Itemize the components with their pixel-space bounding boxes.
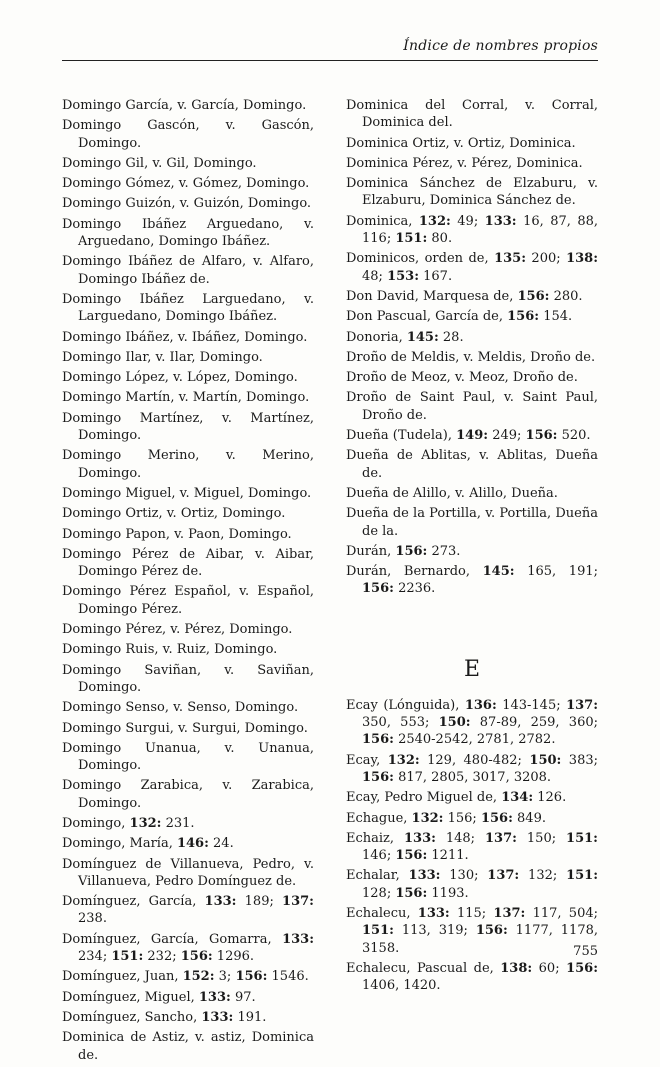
volume-reference: 151: <box>566 830 598 846</box>
entry-text: Domingo López, v. López, Domingo. <box>62 370 298 386</box>
entry-text: 97. <box>230 989 256 1005</box>
entry-text: 154. <box>539 309 573 325</box>
entry-text: Dueña de Alillo, v. Alillo, Dueña. <box>346 485 558 501</box>
index-entry <box>62 369 314 386</box>
index-entry <box>62 155 314 172</box>
index-entry <box>62 216 314 251</box>
entry-text: Domingo Surgui, v. Surgui, Domingo. <box>62 720 308 736</box>
index-entry <box>346 175 598 210</box>
index-entry <box>346 752 598 787</box>
entry-text: 238. <box>78 911 107 927</box>
index-entry <box>346 97 598 132</box>
entry-text: 143-145; <box>496 697 567 713</box>
entry-text: 130; <box>440 868 488 884</box>
index-entry <box>62 835 314 852</box>
entry-text: Domínguez, Juan, <box>62 969 183 985</box>
entry-text: 117, 504; <box>525 905 598 921</box>
entry-text: Echalecu, <box>346 905 418 921</box>
index-entry <box>62 195 314 212</box>
volume-reference: 156: <box>180 949 213 965</box>
index-entry <box>346 213 598 248</box>
index-entry <box>346 389 598 424</box>
volume-reference: 150: <box>438 715 471 731</box>
index-entry <box>62 856 314 891</box>
index-entry <box>62 815 314 832</box>
volume-reference: 133: <box>417 905 450 921</box>
volume-reference: 133: <box>403 830 436 846</box>
entry-text: 156; <box>443 810 481 826</box>
entry-text: Donoria, <box>346 329 407 345</box>
entry-text: 132; <box>519 868 567 884</box>
volume-reference: 132: <box>387 752 420 768</box>
index-entry <box>62 97 314 114</box>
volume-reference: 151: <box>395 231 428 247</box>
entry-text: 48; <box>362 268 388 284</box>
entry-text: Domingo Senso, v. Senso, Domingo. <box>62 700 299 716</box>
volume-reference: 133: <box>201 1009 234 1025</box>
index-entry <box>62 583 314 618</box>
entry-text: Domingo Pérez Español, v. Español, Domingo Pérez. <box>62 584 314 617</box>
entry-text: Domingo Pérez de Aibar, v. Aibar, Domingo Pérez de. <box>62 546 314 580</box>
volume-reference: 137: <box>566 697 598 713</box>
header-rule <box>62 60 598 61</box>
entry-text: Domínguez, Miguel, <box>62 989 199 1005</box>
entry-text: Domingo Miguel, v. Miguel, Domingo. <box>62 485 312 501</box>
entry-text: 16, 87, 88, 116; <box>362 213 599 247</box>
entry-text: Domingo, María, <box>62 836 177 852</box>
entry-text: 165, 191; <box>514 564 599 580</box>
entry-text: Domingo Ilar, v. Ilar, Domingo. <box>62 349 263 365</box>
entry-text: 129, 480-482; <box>419 752 530 768</box>
volume-reference: 132: <box>418 213 451 229</box>
index-entry <box>62 389 314 406</box>
entry-text: 2540-2542, 2781, 2782. <box>393 732 556 748</box>
volume-reference: 156: <box>395 885 428 901</box>
entry-text: 2236. <box>393 581 436 597</box>
entry-text: 126. <box>533 790 567 806</box>
entry-text: 3; <box>214 969 236 985</box>
entry-text: 817, 2805, 3017, 3208. <box>393 769 552 785</box>
index-column-left <box>62 97 314 1067</box>
entry-text: Domingo Gómez, v. Gómez, Domingo. <box>62 176 310 192</box>
volume-reference: 137: <box>493 905 526 921</box>
entry-text: 350, 553; <box>362 715 439 731</box>
entry-text: Droño de Saint Paul, v. Saint Paul, Droño de. <box>346 390 598 423</box>
volume-reference: 132: <box>129 815 162 831</box>
index-entry <box>346 563 598 598</box>
entry-text: Durán, <box>346 543 396 559</box>
volume-reference: 138: <box>500 960 533 976</box>
volume-reference: 156: <box>480 810 513 826</box>
volume-reference: 156: <box>525 428 558 444</box>
volume-reference: 133: <box>198 989 231 1005</box>
volume-reference: 156: <box>235 969 268 985</box>
volume-reference: 132: <box>411 810 444 826</box>
entry-text: 1296. <box>212 949 255 965</box>
index-entry <box>62 641 314 658</box>
entry-text: Durán, Bernardo, <box>346 564 483 580</box>
volume-reference: 137: <box>487 868 520 884</box>
index-entry <box>62 253 314 288</box>
entry-text: Domingo Ortiz, v. Ortiz, Domingo. <box>62 506 286 522</box>
index-entry <box>62 720 314 737</box>
entry-text: Don Pascual, García de, <box>346 309 508 325</box>
index-entry <box>62 175 314 192</box>
entry-text: Dueña (Tudela), <box>346 428 457 444</box>
index-entry <box>62 893 314 928</box>
index-entry <box>346 867 598 902</box>
entry-text: 191. <box>233 1009 267 1025</box>
entry-text: Droño de Meoz, v. Meoz, Droño de. <box>346 370 578 386</box>
entry-text: Domingo Ibáñez Arguedano, v. Arguedano, Domingo Ibáñez. <box>62 216 314 250</box>
entry-text: Domingo Zarabica, v. Zarabica, Domingo. <box>62 778 314 811</box>
running-header: Índice de nombres propios <box>403 38 598 54</box>
index-entry <box>62 931 314 966</box>
entry-text: Don David, Marquesa de, <box>346 288 518 304</box>
entry-text: Domingo Guizón, v. Guizón, Domingo. <box>62 196 312 212</box>
entry-text: Dueña de Ablitas, v. Ablitas, Dueña de. <box>346 448 598 481</box>
entry-text: Echague, <box>346 810 412 826</box>
index-entry <box>62 485 314 502</box>
entry-text: 200; <box>526 251 567 267</box>
index-entry <box>346 135 598 152</box>
entry-text: Droño de Meldis, v. Meldis, Droño de. <box>346 349 596 365</box>
index-entry <box>346 810 598 827</box>
entry-text: Dominica Sánchez de Elzaburu, v. Elzaburu, Dominica Sánchez de. <box>346 176 598 209</box>
index-entry <box>346 960 598 995</box>
entry-text: Domingo Papon, v. Paon, Domingo. <box>62 526 292 542</box>
index-entry <box>62 777 314 812</box>
index-entry <box>62 740 314 775</box>
entry-text: Domingo Merino, v. Merino, Domingo. <box>62 448 314 481</box>
index-entry <box>346 308 598 325</box>
entry-text: 115; <box>449 905 494 921</box>
entry-text: 113, 319; <box>393 923 476 939</box>
volume-reference: 145: <box>406 329 439 345</box>
index-entry <box>346 789 598 806</box>
volume-reference: 156: <box>475 923 508 939</box>
volume-reference: 137: <box>282 894 314 910</box>
index-entry <box>62 410 314 445</box>
index-entry <box>346 543 598 560</box>
entry-text: Domingo Gascón, v. Gascón, Domingo. <box>62 118 314 151</box>
volume-reference: 133: <box>484 213 517 229</box>
page-number: 755 <box>573 944 598 959</box>
index-entry <box>346 505 598 540</box>
entry-text: 231. <box>161 815 195 831</box>
entry-text: Domingo Ruis, v. Ruiz, Domingo. <box>62 642 278 658</box>
entry-text: 128; <box>362 885 396 901</box>
entry-text: 60; <box>532 960 567 976</box>
entry-text: 232; <box>143 949 181 965</box>
index-entry <box>346 250 598 285</box>
entry-text: Dominica, <box>346 213 419 229</box>
entry-text: Dominica Pérez, v. Pérez, Dominica. <box>346 155 583 171</box>
volume-reference: 156: <box>395 543 428 559</box>
index-entry <box>62 526 314 543</box>
entry-text: 383; <box>561 752 598 768</box>
index-entry <box>62 968 314 985</box>
entry-text: Echaiz, <box>346 830 404 846</box>
volume-reference: 136: <box>464 697 497 713</box>
entry-text: Domingo Ibáñez, v. Ibáñez, Domingo. <box>62 329 308 345</box>
volume-reference: 156: <box>362 732 394 748</box>
index-entry <box>62 621 314 638</box>
index-entry <box>62 1029 314 1064</box>
entry-text: 1193. <box>427 885 469 901</box>
entry-text: Dueña de la Portilla, v. Portilla, Dueña de la. <box>346 506 598 539</box>
volume-reference: 156: <box>362 769 394 785</box>
entry-text: Domingo Pérez, v. Pérez, Domingo. <box>62 622 293 638</box>
index-entry <box>62 117 314 152</box>
volume-reference: 135: <box>494 251 526 267</box>
entry-text: Echalar, <box>346 868 409 884</box>
volume-reference: 134: <box>501 790 534 806</box>
entry-text: Domingo Unanua, v. Unanua, Domingo. <box>62 740 314 774</box>
entry-text: Domínguez, García, Gomarra, <box>62 931 283 947</box>
entry-text: Dominicos, orden de, <box>346 251 495 267</box>
entry-text: 189; <box>236 894 283 910</box>
volume-reference: 145: <box>482 564 515 580</box>
entry-text: Domingo Ibáñez de Alfaro, v. Alfaro, Domingo Ibáñez de. <box>62 254 314 287</box>
entry-text: 24. <box>208 836 234 852</box>
volume-reference: 146: <box>176 836 209 852</box>
index-column-right <box>346 97 598 997</box>
index-entry <box>346 155 598 172</box>
volume-reference: 150: <box>529 752 562 768</box>
volume-reference: 133: <box>408 868 441 884</box>
volume-reference: 151: <box>566 868 598 884</box>
entry-text: Ecay, <box>346 752 388 768</box>
entry-text: 80. <box>427 231 453 247</box>
index-entry <box>62 699 314 716</box>
entry-text: 87-89, 259, 360; <box>470 715 598 731</box>
index-entry <box>62 349 314 366</box>
entry-text: 1406, 1420. <box>362 978 441 994</box>
index-entry <box>346 830 598 865</box>
entry-text: 1177, 1178, 3158. <box>362 923 598 956</box>
entry-text: Dominica Ortiz, v. Ortiz, Dominica. <box>346 135 576 151</box>
index-entry <box>346 349 598 366</box>
index-entry <box>62 1009 314 1026</box>
volume-reference: 133: <box>204 894 237 910</box>
entry-text: Domingo Martínez, v. Martínez, Domingo. <box>62 410 314 444</box>
index-entry <box>62 291 314 326</box>
entry-text: 249; <box>488 428 526 444</box>
index-entry <box>62 505 314 522</box>
volume-reference: 156: <box>395 848 428 864</box>
entry-text: 273. <box>427 543 461 559</box>
index-entry <box>62 329 314 346</box>
volume-reference: 152: <box>182 969 215 985</box>
index-entry <box>62 662 314 697</box>
entry-text: 849. <box>512 810 546 826</box>
entry-text: Domínguez, Sancho, <box>62 1009 202 1025</box>
index-entry <box>62 447 314 482</box>
entry-text: Domingo Saviñan, v. Saviñan, Domingo. <box>62 662 314 695</box>
entry-text: Domingo García, v. García, Domingo. <box>62 98 307 113</box>
entry-text: 234; <box>78 949 112 965</box>
volume-reference: 156: <box>362 581 394 597</box>
index-section-e <box>346 697 598 995</box>
index-entry <box>346 369 598 386</box>
entry-text: Domingo Gil, v. Gil, Domingo. <box>62 155 257 171</box>
entry-text: 520. <box>557 428 591 444</box>
volume-reference: 138: <box>566 251 598 267</box>
entry-text: Domingo Martín, v. Martín, Domingo. <box>62 390 310 406</box>
entry-text: 148; <box>435 830 486 846</box>
index-entry <box>346 905 598 957</box>
section-letter-heading: E <box>463 656 481 682</box>
entry-text: Dominica de Astiz, v. astiz, Dominica de. <box>62 1030 314 1063</box>
entry-text: 167. <box>419 268 453 284</box>
volume-reference: 156: <box>507 309 540 325</box>
volume-reference: 137: <box>485 830 517 846</box>
entry-text: 1546. <box>267 969 309 985</box>
index-entry <box>346 288 598 305</box>
index-entry <box>346 427 598 444</box>
entry-text: Ecay, Pedro Miguel de, <box>346 790 502 806</box>
volume-reference: 149: <box>456 428 489 444</box>
entry-text: 28. <box>438 329 464 345</box>
entry-text: Dominica del Corral, v. Corral, Dominica del. <box>346 98 598 131</box>
volume-reference: 151: <box>362 923 394 939</box>
index-entry <box>346 697 598 749</box>
index-entry <box>62 989 314 1006</box>
entry-text: Domínguez, García, <box>62 894 205 910</box>
entry-text: Domingo, <box>62 815 130 831</box>
volume-reference: 151: <box>111 949 144 965</box>
entry-text: Ecay (Lónguida), <box>346 697 465 713</box>
entry-text: Domínguez de Villanueva, Pedro, v. Villanueva, Pedro Domínguez de. <box>62 856 314 889</box>
entry-text: 150; <box>516 830 567 846</box>
index-entry <box>62 546 314 581</box>
entry-text: Echalecu, Pascual de, <box>346 960 501 976</box>
volume-reference: 153: <box>387 268 419 284</box>
volume-reference: 133: <box>282 931 314 947</box>
entry-text: 146; <box>362 848 396 864</box>
index-entry <box>346 485 598 502</box>
entry-text: 1211. <box>427 848 469 864</box>
volume-reference: 156: <box>517 288 550 304</box>
index-entry <box>346 447 598 482</box>
entry-text: 49; <box>450 213 485 229</box>
index-entry <box>346 329 598 346</box>
index-section-d <box>346 97 598 598</box>
entry-text: 280. <box>549 288 583 304</box>
entry-text: Domingo Ibáñez Larguedano, v. Larguedano, Domingo Ibáñez. <box>62 291 314 325</box>
volume-reference: 156: <box>566 960 598 976</box>
